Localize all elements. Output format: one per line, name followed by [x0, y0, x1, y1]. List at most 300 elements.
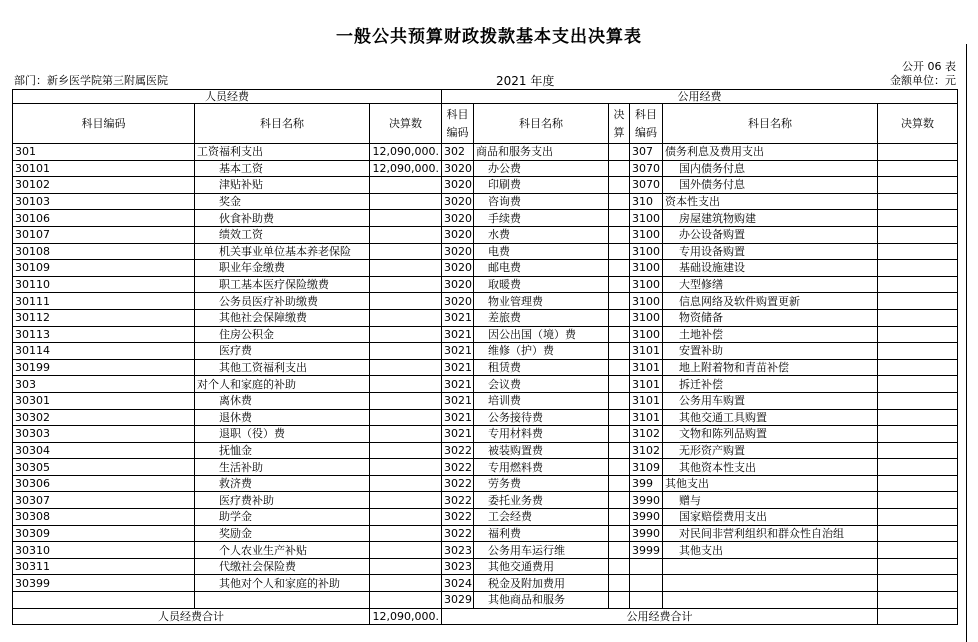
personnel-code: 30109 [13, 260, 195, 277]
public-name-2: 无形资产购置 [663, 442, 878, 459]
header-name-public-2: 科目名称 [663, 104, 878, 144]
public-amount [609, 160, 630, 177]
public-code: 3022 [442, 525, 474, 542]
public-amount [609, 260, 630, 277]
personnel-code [13, 592, 195, 609]
table-row [13, 276, 958, 293]
personnel-name: 伙食补助费 [195, 210, 370, 227]
public-code: 3023 [442, 558, 474, 575]
public-amount-2 [878, 226, 958, 243]
personnel-code: 30101 [13, 160, 195, 177]
personnel-code: 30103 [13, 193, 195, 210]
public-code: 3029 [442, 592, 474, 609]
public-code: 3021 [442, 426, 474, 443]
public-code-2: 307 [630, 144, 663, 161]
public-amount-2 [878, 177, 958, 194]
table-row [13, 575, 958, 592]
public-amount [609, 309, 630, 326]
public-amount-2 [878, 276, 958, 293]
personnel-name: 机关事业单位基本养老保险 [195, 243, 370, 260]
public-name: 邮电费 [474, 260, 609, 277]
public-name: 手续费 [474, 210, 609, 227]
personnel-code: 30305 [13, 459, 195, 476]
table-row [13, 193, 958, 210]
personnel-name: 助学金 [195, 509, 370, 526]
personnel-total-label: 人员经费合计 [13, 608, 370, 625]
public-amount [609, 558, 630, 575]
public-code: 3022 [442, 509, 474, 526]
public-amount [609, 475, 630, 492]
personnel-total-amount: 12,090,000. [370, 608, 442, 625]
public-amount-2 [878, 326, 958, 343]
personnel-amount [370, 376, 442, 393]
public-name-2 [663, 558, 878, 575]
public-name: 公务用车运行维 [474, 542, 609, 559]
public-code: 3024 [442, 575, 474, 592]
public-code-2: 3101 [630, 409, 663, 426]
personnel-amount [370, 509, 442, 526]
public-name-2: 信息网络及软件购置更新 [663, 293, 878, 310]
public-amount-2 [878, 558, 958, 575]
personnel-name: 津贴补贴 [195, 177, 370, 194]
personnel-code: 30301 [13, 392, 195, 409]
personnel-name: 离休费 [195, 392, 370, 409]
table-row [13, 409, 958, 426]
public-code: 3020 [442, 276, 474, 293]
public-name-2: 地上附着物和青苗补偿 [663, 359, 878, 376]
public-name: 被装购置费 [474, 442, 609, 459]
personnel-amount [370, 276, 442, 293]
table-row [13, 243, 958, 260]
public-amount [609, 392, 630, 409]
public-code-2: 3100 [630, 226, 663, 243]
public-amount [609, 575, 630, 592]
public-amount [609, 542, 630, 559]
public-code-2: 310 [630, 193, 663, 210]
personnel-amount [370, 343, 442, 360]
public-code: 3020 [442, 226, 474, 243]
personnel-amount [370, 210, 442, 227]
table-row [13, 509, 958, 526]
public-amount [609, 426, 630, 443]
personnel-code: 30199 [13, 359, 195, 376]
table-row [13, 359, 958, 376]
expenditure-table [12, 89, 958, 625]
personnel-amount [370, 592, 442, 609]
personnel-amount [370, 525, 442, 542]
table-row [13, 542, 958, 559]
public-name-2: 其他支出 [663, 475, 878, 492]
table-row [13, 392, 958, 409]
public-name-2: 债务利息及费用支出 [663, 144, 878, 161]
public-total-amount [878, 608, 958, 625]
public-name: 取暖费 [474, 276, 609, 293]
public-code-2: 3999 [630, 542, 663, 559]
public-amount-2 [878, 525, 958, 542]
public-amount [609, 276, 630, 293]
public-name: 因公出国（境）费 [474, 326, 609, 343]
personnel-code: 30108 [13, 243, 195, 260]
public-amount [609, 226, 630, 243]
personnel-amount [370, 359, 442, 376]
personnel-name: 其他工资福利支出 [195, 359, 370, 376]
section-personnel: 人员经费 [13, 90, 442, 104]
personnel-name: 代缴社会保险费 [195, 558, 370, 575]
public-amount-2 [878, 309, 958, 326]
public-code: 3020 [442, 260, 474, 277]
header-code-public-2: 科目编码 [630, 104, 663, 144]
public-name: 公务接待费 [474, 409, 609, 426]
public-code-2 [630, 575, 663, 592]
public-code-2: 3101 [630, 392, 663, 409]
public-name: 租赁费 [474, 359, 609, 376]
public-amount-2 [878, 376, 958, 393]
public-code: 3020 [442, 177, 474, 194]
public-name-2: 国家赔偿费用支出 [663, 509, 878, 526]
public-name-2: 土地补偿 [663, 326, 878, 343]
public-code: 3021 [442, 309, 474, 326]
public-code: 3020 [442, 160, 474, 177]
public-name: 咨询费 [474, 193, 609, 210]
personnel-code: 30399 [13, 575, 195, 592]
public-code-2: 3100 [630, 243, 663, 260]
public-code: 3020 [442, 210, 474, 227]
public-name-2: 房屋建筑物购建 [663, 210, 878, 227]
public-name: 差旅费 [474, 309, 609, 326]
personnel-amount [370, 409, 442, 426]
public-name: 维修（护）费 [474, 343, 609, 360]
public-code: 3020 [442, 293, 474, 310]
public-name: 培训费 [474, 392, 609, 409]
personnel-code: 30106 [13, 210, 195, 227]
public-code: 3022 [442, 475, 474, 492]
public-amount-2 [878, 442, 958, 459]
table-row [13, 326, 958, 343]
public-amount-2 [878, 475, 958, 492]
personnel-code: 30310 [13, 542, 195, 559]
personnel-name: 奖励金 [195, 525, 370, 542]
personnel-name: 对个人和家庭的补助 [195, 376, 370, 393]
public-code-2: 399 [630, 475, 663, 492]
public-name-2: 其他支出 [663, 542, 878, 559]
public-code-2: 3102 [630, 426, 663, 443]
table-row [13, 309, 958, 326]
personnel-name: 个人农业生产补贴 [195, 542, 370, 559]
personnel-amount [370, 309, 442, 326]
personnel-amount [370, 243, 442, 260]
public-code-2: 3070 [630, 160, 663, 177]
personnel-name: 工资福利支出 [195, 144, 370, 161]
public-name: 其他交通费用 [474, 558, 609, 575]
public-code-2 [630, 592, 663, 609]
public-name: 专用材料费 [474, 426, 609, 443]
totals-row [13, 608, 958, 625]
table-row [13, 144, 958, 161]
page-border-line [966, 44, 967, 642]
public-code: 3020 [442, 243, 474, 260]
public-amount-2 [878, 575, 958, 592]
public-amount-2 [878, 260, 958, 277]
table-row [13, 592, 958, 609]
public-name-2: 其他资本性支出 [663, 459, 878, 476]
public-code: 3023 [442, 542, 474, 559]
public-amount-2 [878, 492, 958, 509]
public-name-2: 基础设施建设 [663, 260, 878, 277]
public-name-2 [663, 592, 878, 609]
header-amount-public-1: 决算 [609, 104, 630, 144]
personnel-amount [370, 542, 442, 559]
public-amount [609, 177, 630, 194]
public-name-2: 安置补助 [663, 343, 878, 360]
table-row [13, 525, 958, 542]
public-amount [609, 409, 630, 426]
public-name-2: 物资储备 [663, 309, 878, 326]
personnel-name: 医疗费 [195, 343, 370, 360]
public-amount [609, 492, 630, 509]
public-code-2 [630, 558, 663, 575]
personnel-name: 住房公积金 [195, 326, 370, 343]
header-name-public-1: 科目名称 [474, 104, 609, 144]
public-name-2: 资本性支出 [663, 193, 878, 210]
public-code-2: 3109 [630, 459, 663, 476]
public-amount-2 [878, 542, 958, 559]
public-amount-2 [878, 144, 958, 161]
public-code-2: 3070 [630, 177, 663, 194]
public-name: 其他商品和服务 [474, 592, 609, 609]
table-row [13, 160, 958, 177]
personnel-amount: 12,090,000. [370, 144, 442, 161]
public-code-2: 3100 [630, 293, 663, 310]
public-name: 印刷费 [474, 177, 609, 194]
public-code: 3021 [442, 359, 474, 376]
header-code: 科目编码 [13, 104, 195, 144]
personnel-amount [370, 226, 442, 243]
personnel-name: 职业年金缴费 [195, 260, 370, 277]
personnel-code: 30311 [13, 558, 195, 575]
table-row [13, 210, 958, 227]
public-name: 商品和服务支出 [474, 144, 609, 161]
public-amount [609, 376, 630, 393]
public-name-2: 办公设备购置 [663, 226, 878, 243]
personnel-code: 30114 [13, 343, 195, 360]
public-total-label: 公用经费合计 [442, 608, 878, 625]
public-amount-2 [878, 210, 958, 227]
personnel-code: 30303 [13, 426, 195, 443]
personnel-amount [370, 442, 442, 459]
public-amount-2 [878, 343, 958, 360]
section-public: 公用经费 [442, 90, 958, 104]
public-name-2: 专用设备购置 [663, 243, 878, 260]
public-code-2: 3101 [630, 376, 663, 393]
public-name: 办公费 [474, 160, 609, 177]
public-amount-2 [878, 193, 958, 210]
personnel-amount [370, 459, 442, 476]
public-amount [609, 144, 630, 161]
personnel-amount [370, 392, 442, 409]
personnel-code: 30110 [13, 276, 195, 293]
table-row [13, 293, 958, 310]
column-header-row [13, 104, 958, 144]
public-name: 劳务费 [474, 475, 609, 492]
public-name: 委托业务费 [474, 492, 609, 509]
public-amount [609, 193, 630, 210]
public-code: 302 [442, 144, 474, 161]
personnel-name: 抚恤金 [195, 442, 370, 459]
public-amount [609, 442, 630, 459]
table-row [13, 260, 958, 277]
public-name: 工会经费 [474, 509, 609, 526]
public-amount [609, 359, 630, 376]
table-row [13, 442, 958, 459]
public-name-2: 对民间非营利组织和群众性自治组 [663, 525, 878, 542]
public-code-2: 3101 [630, 343, 663, 360]
personnel-amount [370, 575, 442, 592]
public-name-2: 公务用车购置 [663, 392, 878, 409]
public-code-2: 3101 [630, 359, 663, 376]
public-amount [609, 459, 630, 476]
public-name: 水费 [474, 226, 609, 243]
public-name: 专用燃料费 [474, 459, 609, 476]
public-code: 3022 [442, 459, 474, 476]
personnel-code: 30306 [13, 475, 195, 492]
public-name: 税金及附加费用 [474, 575, 609, 592]
public-code-2: 3100 [630, 276, 663, 293]
public-code-2: 3102 [630, 442, 663, 459]
public-amount [609, 525, 630, 542]
public-amount-2 [878, 426, 958, 443]
public-amount-2 [878, 359, 958, 376]
public-amount [609, 326, 630, 343]
personnel-name: 退休费 [195, 409, 370, 426]
public-code: 3021 [442, 409, 474, 426]
personnel-amount: 12,090,000. [370, 160, 442, 177]
personnel-code: 30107 [13, 226, 195, 243]
personnel-name: 绩效工资 [195, 226, 370, 243]
personnel-name: 退职（役）费 [195, 426, 370, 443]
table-row [13, 343, 958, 360]
personnel-name: 救济费 [195, 475, 370, 492]
personnel-name: 其他社会保障缴费 [195, 309, 370, 326]
public-code: 3021 [442, 343, 474, 360]
personnel-code: 303 [13, 376, 195, 393]
personnel-amount [370, 492, 442, 509]
personnel-name: 奖金 [195, 193, 370, 210]
personnel-name: 基本工资 [195, 160, 370, 177]
personnel-name [195, 592, 370, 609]
public-amount-2 [878, 509, 958, 526]
public-code: 3022 [442, 442, 474, 459]
public-code: 3020 [442, 193, 474, 210]
public-amount [609, 293, 630, 310]
personnel-code: 30111 [13, 293, 195, 310]
personnel-name: 生活补助 [195, 459, 370, 476]
personnel-amount [370, 293, 442, 310]
table-row [13, 226, 958, 243]
personnel-code: 30309 [13, 525, 195, 542]
public-name-2: 拆迁补偿 [663, 376, 878, 393]
personnel-code: 30113 [13, 326, 195, 343]
public-code-2: 3990 [630, 492, 663, 509]
public-amount [609, 243, 630, 260]
personnel-amount [370, 260, 442, 277]
public-code: 3022 [442, 492, 474, 509]
public-code-2: 3100 [630, 210, 663, 227]
public-code-2: 3990 [630, 509, 663, 526]
public-name: 电费 [474, 243, 609, 260]
amount-unit: 金额单位：元 [890, 74, 956, 87]
personnel-code: 30102 [13, 177, 195, 194]
public-name-2: 国外债务付息 [663, 177, 878, 194]
public-name-2: 文物和陈列品购置 [663, 426, 878, 443]
personnel-amount [370, 326, 442, 343]
public-amount [609, 509, 630, 526]
public-amount-2 [878, 293, 958, 310]
public-code-2: 3990 [630, 525, 663, 542]
personnel-code: 30307 [13, 492, 195, 509]
public-amount [609, 343, 630, 360]
form-code: 公开 06 表 [902, 60, 956, 73]
personnel-code: 301 [13, 144, 195, 161]
personnel-code: 30308 [13, 509, 195, 526]
personnel-amount [370, 193, 442, 210]
personnel-amount [370, 426, 442, 443]
public-name: 物业管理费 [474, 293, 609, 310]
section-header-row [13, 90, 958, 104]
report-title: 一般公共预算财政拨款基本支出决算表 [336, 27, 642, 47]
public-amount-2 [878, 160, 958, 177]
personnel-code: 30302 [13, 409, 195, 426]
public-amount [609, 592, 630, 609]
public-amount-2 [878, 243, 958, 260]
public-amount-2 [878, 409, 958, 426]
public-code-2: 3100 [630, 260, 663, 277]
public-name-2: 国内债务付息 [663, 160, 878, 177]
public-name-2: 其他交通工具购置 [663, 409, 878, 426]
header-amount-public-2: 决算数 [878, 104, 958, 144]
public-code: 3021 [442, 326, 474, 343]
public-name-2: 赠与 [663, 492, 878, 509]
personnel-name: 其他对个人和家庭的补助 [195, 575, 370, 592]
public-code: 3021 [442, 392, 474, 409]
public-amount [609, 210, 630, 227]
header-code-public-1: 科目编码 [442, 104, 474, 144]
public-name: 福利费 [474, 525, 609, 542]
department-label: 部门：新乡医学院第三附属医院 [14, 74, 168, 87]
public-code-2: 3100 [630, 309, 663, 326]
table-row [13, 376, 958, 393]
public-amount-2 [878, 459, 958, 476]
personnel-name: 医疗费补助 [195, 492, 370, 509]
personnel-amount [370, 475, 442, 492]
table-row [13, 475, 958, 492]
public-name-2 [663, 575, 878, 592]
public-name-2: 大型修缮 [663, 276, 878, 293]
public-amount-2 [878, 592, 958, 609]
header-name: 科目名称 [195, 104, 370, 144]
table-row [13, 459, 958, 476]
header-amount: 决算数 [370, 104, 442, 144]
personnel-amount [370, 177, 442, 194]
fiscal-year: 2021 年度 [496, 74, 555, 88]
table-row [13, 177, 958, 194]
table-row [13, 426, 958, 443]
personnel-code: 30112 [13, 309, 195, 326]
public-code-2: 3100 [630, 326, 663, 343]
personnel-code: 30304 [13, 442, 195, 459]
public-name: 会议费 [474, 376, 609, 393]
public-amount-2 [878, 392, 958, 409]
personnel-name: 公务员医疗补助缴费 [195, 293, 370, 310]
